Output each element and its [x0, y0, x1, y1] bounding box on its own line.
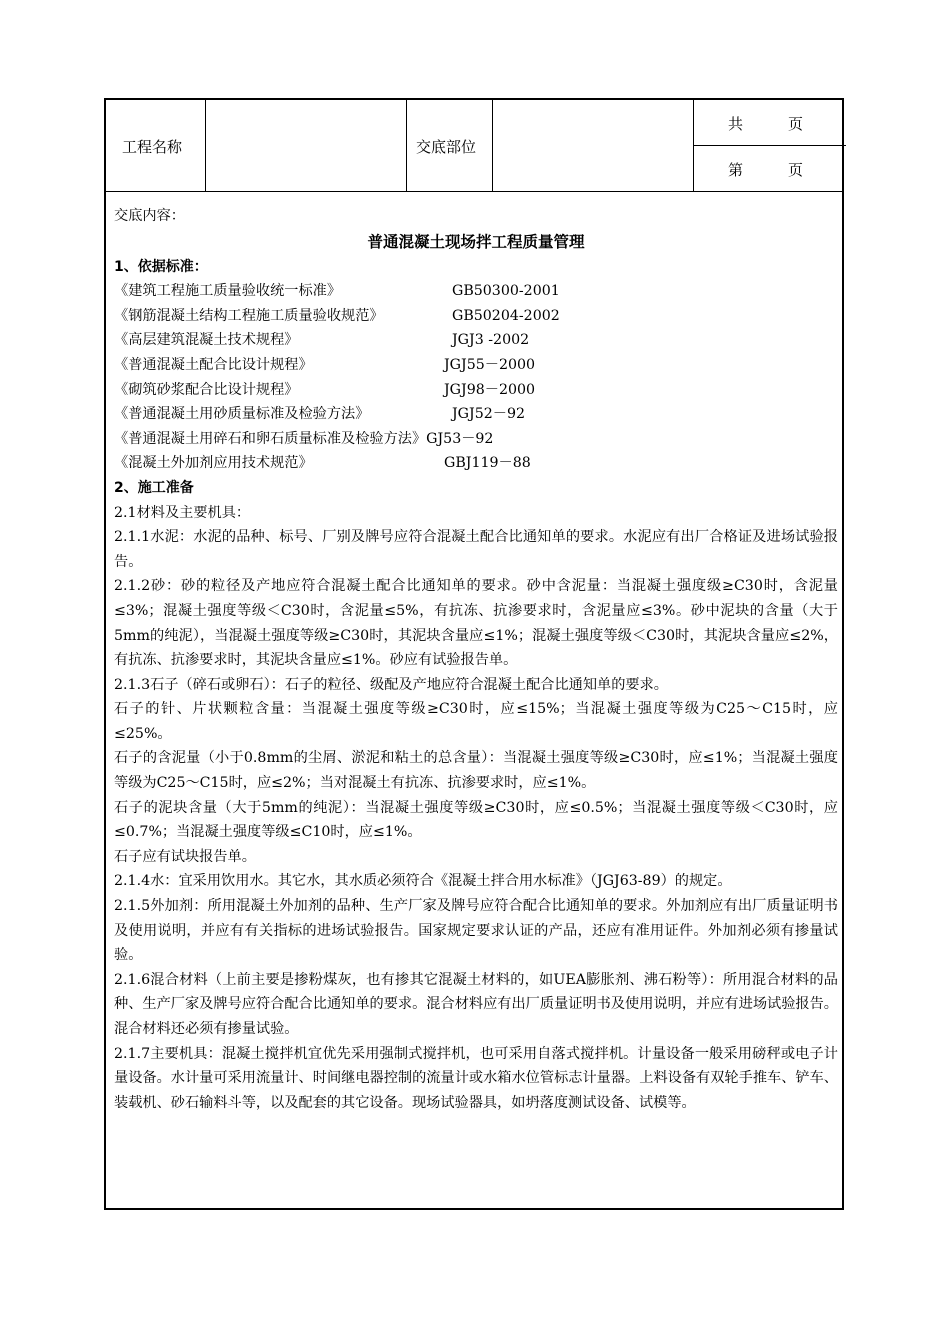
standard-item — [114, 378, 838, 403]
standard-item — [114, 328, 838, 353]
paragraph: 2.1.3石子（碎石或卵石）：石子的粒径、级配及产地应符合混凝土配合比通知单的要求。 — [114, 676, 668, 693]
standard-name: 《高层建筑混凝土技术规程》 — [114, 332, 299, 349]
paragraph: 2.1.2砂：砂的粒径及产地应符合混凝土配合比通知单的要求。砂中含泥量：当混凝土强度级≥C30时，含泥量≤3%；混凝土强度等级＜C30时，含泥量≤5%，有抗冻、抗渗要求时，含泥量应≤3%。砂中泥块的含量（大于5mm的纯泥），当混凝土强度等级≥C30时，其泥块含量应≤1%；混凝土强度等级＜C30时，其泥块含量应≤2%，有抗冻、抗渗要求时，其泥块含量应≤1%。砂应有试验报告单。 — [114, 578, 838, 669]
standards-list — [114, 279, 838, 476]
standard-name: 《钢筋混凝土结构工程施工质量验收规范》 — [114, 307, 384, 324]
document-title: 普通混凝土现场拌工程质量管理 — [367, 232, 585, 251]
standard-item — [114, 451, 838, 476]
paragraph: 2.1.7主要机具：混凝土搅拌机宜优先采用强制式搅拌机，也可采用自落式搅拌机。计量设备一般采用磅秤或电子计量设备。水计量可采用流量计、时间继电器控制的流量计或水箱水位管标志计量器。上料设备有双轮手推车、铲车、装载机、砂石输料斗等，以及配套的其它设备。现场试验器具，如坍落度测试设备、试模等。 — [114, 1045, 838, 1111]
divider — [406, 100, 407, 192]
standard-code: JGJ3 -2002 — [452, 332, 530, 349]
paragraph-list — [114, 501, 838, 1116]
standard-name: 《普通混凝土用砂质量标准及检验方法》 — [114, 406, 370, 423]
paragraph: 石子的含泥量（小于0.8mm的尘屑、淤泥和粘土的总含量）：当混凝土强度等级≥C30时，应≤1%；当混凝土强度等级为C25～C15时，应≤2%；当对混凝土有抗冻、抗渗要求时，应≤1%。 — [114, 750, 838, 792]
handover-form — [104, 98, 844, 1210]
paragraph: 2.1.6混合材料（上前主要是掺粉煤灰，也有掺其它混凝土材料的，如UEA膨胀剂、沸石粉等）：所用混合材料的品种、生产厂家及牌号应符合配合比通知单的要求。混合材料应有出厂质量证明书及使用说明，并应有进场试验报告。混合材料还必须有掺量试验。 — [114, 971, 838, 1037]
standard-name: 《建筑工程施工质量验收统一标准》 — [114, 283, 342, 300]
divider — [694, 145, 846, 146]
standard-code: GJ53－92 — [426, 430, 494, 447]
standard-code: JGJ55－2000 — [444, 356, 536, 373]
paragraph: 石子应有试块报告单。 — [114, 848, 256, 865]
paragraph: 2.1材料及主要机具： — [114, 504, 251, 521]
standard-code: GB50204-2002 — [452, 307, 560, 324]
content-label: 交底内容： — [114, 208, 185, 224]
standard-code: GB50300-2001 — [452, 283, 560, 300]
paragraph: 石子的针、片状颗粒含量：当混凝土强度等级≥C30时，应≤15%；当混凝土强度等级为C25～C15时，应≤25%。 — [114, 701, 838, 742]
paragraph: 2.1.1水泥：水泥的品种、标号、厂别及牌号应符合混凝土配合比通知单的要求。水泥应有出厂合格证及进场试验报告。 — [114, 529, 838, 570]
handover-location-field[interactable] — [493, 100, 693, 192]
standard-item — [114, 353, 838, 378]
total-pages-label: 共 页 — [728, 115, 804, 133]
project-name-label: 工程名称 — [122, 138, 183, 156]
standard-code: JGJ52－92 — [452, 406, 526, 423]
section-heading: 2、施工准备 — [114, 479, 194, 496]
standard-item — [114, 402, 838, 427]
standard-name: 《砌筑砂浆配合比设计规程》 — [114, 381, 299, 398]
paragraph: 石子的泥块含量（大于5mm的纯泥）：当混凝土强度等级≥C30时，应≤0.5%；当混凝土强度等级＜C30时，应≤0.7%；当混凝土强度等级≤C10时，应≤1%。 — [114, 799, 838, 841]
paragraph: 2.1.4水：宜采用饮用水。其它水，其水质必须符合《混凝土拌合用水标准》（JGJ63-89）的规定。 — [114, 873, 732, 890]
standard-item — [114, 279, 838, 304]
standard-code: JGJ98－2000 — [444, 381, 536, 398]
standard-name: 《普通混凝土用碎石和卵石质量标准及检验方法》 — [114, 430, 427, 447]
form-header — [106, 100, 842, 192]
project-name-field[interactable] — [206, 100, 406, 192]
standard-item — [114, 304, 838, 329]
divider — [693, 100, 694, 192]
paragraph: 2.1.5外加剂：所用混凝土外加剂的品种、生产厂家及牌号应符合配合比通知单的要求。外加剂应有出厂质量证明书及使用说明，并应有有关指标的进场试验报告。国家规定要求认证的产品，还应有准用证件。外加剂必须有掺量试验。 — [114, 898, 838, 964]
section-heading: 1、依据标准： — [114, 258, 208, 275]
page-number-label: 第 页 — [728, 161, 804, 179]
standard-name: 《混凝土外加剂应用技术规范》 — [114, 455, 313, 472]
content-body — [114, 204, 838, 1115]
standard-code: GBJ119－88 — [444, 455, 531, 472]
standard-name: 《普通混凝土配合比设计规程》 — [114, 356, 313, 373]
standard-item — [114, 427, 838, 452]
handover-location-label: 交底部位 — [416, 138, 477, 156]
